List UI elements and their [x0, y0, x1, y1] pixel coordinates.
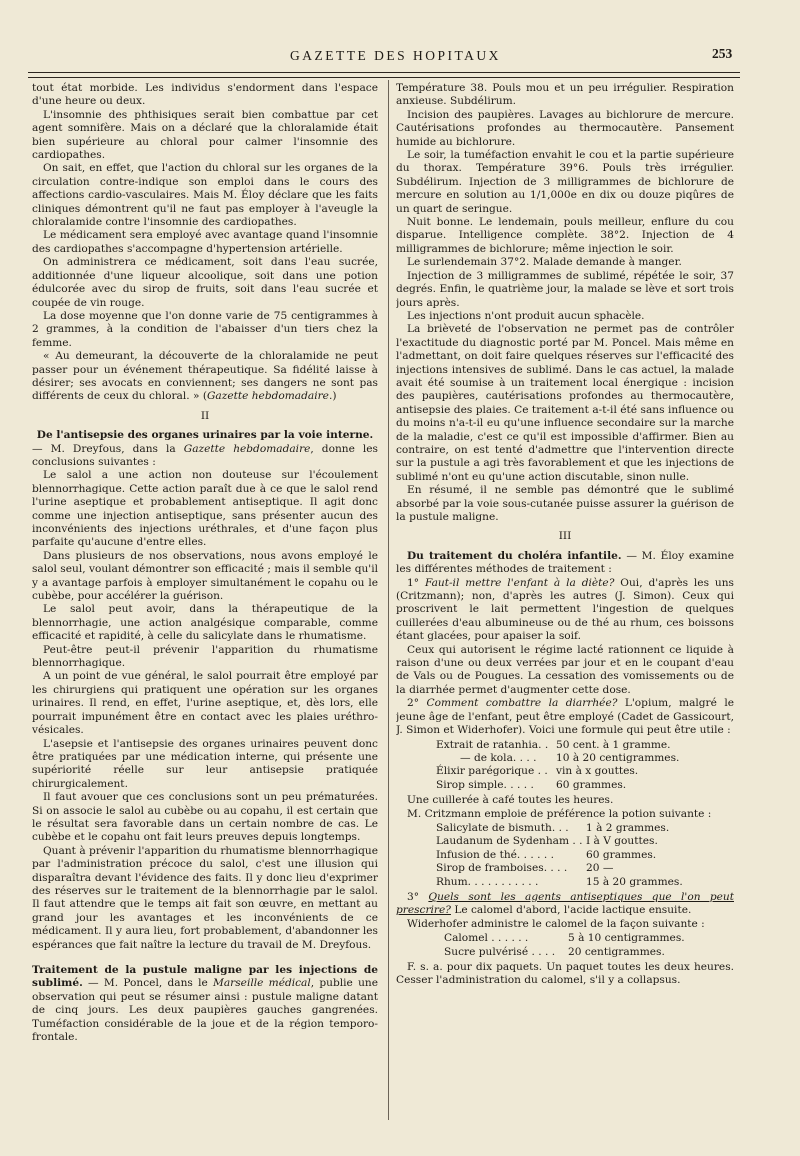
question-text: Comment combattre la diarrhée?	[426, 697, 618, 710]
header-rule	[28, 72, 740, 73]
paragraph: L'asepsie et l'antisepsie des organes urinaires peuvent donc être pratiquées par une médication interne, qui présente une supériorité réelle sur leur antisepsie pratiquée chirurgicalement.	[32, 737, 378, 790]
paragraph: Le salol a une action non douteuse sur l'écoulement blennorrhagique. Cette action paraît due à ce que le salol rend l'urine aseptique et probablement antiseptique. Il agit donc comme une injection antiseptique, sans présenter aucun des inconvénients des injections uréthrales, et d'une façon plus parfaite qu'aucune d'entre elles.	[32, 469, 378, 549]
text-run: Le calomel d'abord, l'acide lactique ensuite.	[450, 904, 692, 917]
formula-row	[436, 862, 734, 875]
question-number: 3°	[407, 890, 429, 903]
question-text: Faut-il mettre l'enfant à la diète?	[424, 576, 615, 589]
section-number: III	[558, 530, 572, 543]
formula-row	[436, 765, 734, 778]
question-paragraph	[396, 891, 734, 918]
paragraph: Il faut avouer que ces conclusions sont un peu prématurées. Si on associe le salol au cubèbe ou au copahu, il est certain que le résultat sera favorable dans un certain nombre de cas. Le cubèbe et le copahu ont fait leurs preuves depuis longtemps.	[32, 791, 378, 844]
paragraph: Peut-être peut-il prévenir l'apparition du rhumatisme blennorrhagique.	[32, 643, 378, 670]
paragraph: L'insomnie des phthisiques serait bien combattue par cet agent somnifère. Mais on a déclaré que la chloralamide était bien supérieure au chloral pour calmer l'insomnie des cardiopathes.	[32, 108, 378, 162]
ingredient: Laudanum de Sydenham . .	[436, 835, 583, 848]
text-run: Oui, d'après les uns (Critzmann); non, d'après les autres (J. Simon). Ceux qui proscrivent le lait permettent l'ingestion de quelques cuillerées d'eau albumineuse ou de thé au rhum, ces boissons étant glacées, pour apaiser la soif.	[396, 576, 734, 643]
paragraph: Dans plusieurs de nos observations, nous avons employé le salol seul, voulant démontrer son efficacité ; mais il semble qu'il y a avantage parfois à employer simultanément le copahu ou le cubèbe, pour accélérer la guérison.	[32, 549, 378, 603]
formula-row	[436, 822, 734, 835]
paragraph: La brièveté de l'observation ne permet pas de contrôler l'exactitude du diagnostic porté par M. Poncel. Mais même en l'admettant, on doit faire quelques réserves sur l'efficacité des injections intensives de sublimé. Dans le cas actuel, la malade avait été soumise à un traitement local énergique : incision des paupières, cautérisations profondes au thermocautère, antisepsie des plaies. Ce traitement a-t-il été sans influence ou du moins n'a-t-il eu qu'une influence secondaire sur la marche de la maladie, c'est ce qu'il est impossible d'affirmer. Bien au contraire, on est tenté d'admettre que l'intervention directe sur la pustule a agi très favorablement et que les injections de sublimé n'ont eu qu'une action discutable, sinon nulle.	[396, 323, 734, 483]
paragraph: Incision des paupières. Lavages au bichlorure de mercure. Cautérisations profondes au thermocautère. Pansement humide au bichlorure.	[396, 108, 734, 148]
paragraph	[32, 443, 378, 470]
paragraph: Quant à prévenir l'apparition du rhumatisme blennorrhagique par l'administration précoce du salol, c'est une illusion qui disparaîtra devant l'évidence des faits. Il y donc lieu d'exprimer des réserves sur le traitement de la blennorrhagie par le salol. Il faut attendre que le temps ait fait son œuvre, en mettant au grand jour les avantages et les inconvénients de ce médicament. Il y aura lieu, fort probablement, d'abandonner les espérances que fait naître la lecture du travail de M. Dreyfous.	[32, 844, 378, 951]
paragraph: Le salol peut avoir, dans la thérapeutique de la blennorrhagie, une action analgésique comparable, comme efficacité et rapidité, à celle du salicylate dans le rhumatisme.	[32, 603, 378, 643]
header-rule-double	[28, 77, 740, 78]
question-paragraph	[396, 697, 734, 737]
paragraph: En résumé, il ne semble pas démontré que le sublimé absorbé par la voie sous-cutanée puisse assurer la guérison de la pustule maligne.	[396, 484, 734, 523]
article-paragraph	[32, 964, 378, 1044]
question-paragraph	[396, 577, 734, 644]
dose: 60 grammes.	[556, 778, 627, 791]
source-citation: Gazette hebdomadaire	[183, 442, 311, 455]
text-run: , donne les conclusions suivantes :	[32, 442, 378, 468]
dose: 10 à 20 centigrammes.	[556, 751, 680, 764]
left-column	[32, 82, 378, 1122]
article-title-text: De l'antisepsie des organes urinaires par la voie interne.	[36, 429, 374, 442]
quote-paragraph	[32, 350, 378, 404]
prescription-formula	[436, 822, 734, 889]
paragraph: F. s. a. pour dix paquets. Un paquet toutes les deux heures. Cesser l'administration du calomel, s'il y a collapsus.	[396, 961, 734, 987]
dose: 50 cent. à 1 gramme.	[556, 738, 671, 751]
section-number: II	[200, 409, 210, 422]
page-number: 253	[712, 46, 733, 61]
paragraph: tout état morbide. Les individus s'endorment dans l'espace d'une heure ou deux.	[32, 82, 378, 108]
paragraph: A un point de vue général, le salol pourrait être employé par les chirurgiens qui pratiquent une opération sur les organes urinaires. Il rend, en effet, l'urine aseptique, et, dès lors, elle pourrait impunément être en contact avec les plaies uréthro-vésicales.	[32, 670, 378, 737]
formula-row	[436, 946, 734, 959]
prescription-formula	[436, 932, 734, 959]
formula-row	[436, 835, 734, 848]
column-divider	[388, 80, 389, 1120]
paragraph: Le médicament sera employé avec avantage quand l'insomnie des cardiopathes s'accompagne d'hypertension artérielle.	[32, 229, 378, 255]
ingredient: Extrait de ratanhia. .	[436, 738, 549, 751]
paragraph: Nuit bonne. Le lendemain, pouls meilleur, enflure du cou disparue. Intelligence complète. 38°2. Injection de 4 milligrammes de bichlorure; même injection le soir.	[396, 216, 734, 255]
text-run: — M. Éloy examine les différentes méthodes de traitement :	[396, 549, 734, 576]
formula-row	[436, 849, 734, 862]
article-paragraph	[396, 550, 734, 577]
paragraph: Injection de 3 milligrammes de sublimé, répétée le soir, 37 degrés. Enfin, le quatrième jour, la malade se lève et sort trois jours après.	[396, 269, 734, 309]
text-run: L'opium, malgré le jeune âge de l'enfant, peut être employé (Cadet de Gassicourt, J. Simon et Widerhofer). Voici une formule qui peut être utile :	[396, 697, 734, 737]
formula-row	[436, 932, 734, 945]
source-citation: Marseille médical	[213, 977, 311, 990]
question-number: 2°	[407, 697, 427, 710]
paragraph: La dose moyenne que l'on donne varie de 75 centigrammes à 2 grammes, à la condition de l'abaisser d'un tiers chez la femme.	[32, 309, 378, 349]
dose: 20 —	[586, 862, 614, 875]
quote-close: )	[332, 390, 337, 403]
ingredient: Infusion de thé. . . . . .	[436, 848, 554, 861]
ingredient: Sirop de framboises. . . .	[436, 862, 568, 875]
paragraph: Les injections n'ont produit aucun sphacèle.	[407, 309, 645, 322]
ingredient: Salicylate de bismuth. . .	[436, 821, 569, 834]
page-header	[0, 44, 800, 74]
article-title-text: Du traitement du choléra infantile.	[407, 549, 622, 562]
question-text: Quels sont les agents antiseptiques que l'on peut prescrire?	[396, 890, 734, 917]
text-run: — M. Poncel, dans le	[82, 977, 214, 990]
dose: 5 à 10 centigrammes.	[568, 932, 685, 945]
dose: 20 centigrammes.	[568, 945, 665, 958]
paragraph: On sait, en effet, que l'action du chloral sur les organes de la circulation contre-indique son emploi dans le cours des affections cardio-vasculaires. Mais M. Éloy déclare que les faits cliniques démontrent qu'il ne faut pas employer à l'aveugle la chloralamide contre l'insomnie des cardiopathes.	[32, 162, 378, 229]
question-number: 1°	[407, 576, 425, 589]
ingredient: Sucre pulvérisé . . . .	[444, 945, 556, 958]
dose: 15 à 20 grammes.	[586, 875, 683, 888]
text-run: , publie une observation qui peut se résumer ainsi : pustule maligne datant de cinq jours. Les deux paupières gauches gangrenées. Tuméfaction considérable de la joue et de la région temporo-frontale.	[32, 977, 378, 1044]
ingredient: Sirop simple. . . . .	[436, 778, 534, 791]
formula-row	[436, 752, 734, 765]
text-run: — M. Dreyfous, dans la	[32, 442, 184, 455]
source-citation: Gazette hebdomadaire.	[206, 390, 333, 403]
quote-text: « Au demeurant, la découverte de la chloralamide ne peut passer pour un événement thérapeutique. Sa fidélité laisse à désirer; ses avocats en conviennent; ses dangers ne sont pas différents de ceux du chloral. » (	[32, 350, 378, 403]
article-title	[32, 429, 378, 442]
article-title-text: Traitement de la pustule maligne par les injections de sublimé.	[32, 964, 378, 990]
dose: 60 grammes.	[586, 848, 657, 861]
dose: 1 à 2 grammes.	[586, 821, 670, 834]
ingredient: Élixir parégorique . .	[436, 765, 548, 778]
paragraph: Une cuillerée à café toutes les heures.	[407, 794, 614, 807]
ingredient: Calomel . . . . . .	[444, 932, 529, 945]
formula-row	[436, 739, 734, 752]
dose: I à V gouttes.	[586, 835, 658, 848]
paragraph: Température 38. Pouls mou et un peu irrégulier. Respiration anxieuse. Subdélirum.	[396, 82, 734, 108]
paragraph: Widerhofer administre le calomel de la façon suivante :	[407, 917, 705, 930]
paragraph: Ceux qui autorisent le régime lacté rationnent ce liquide à raison d'une ou deux verrées par jour et en le coupant d'eau de Vals ou de Pougues. La cessation des vomissements ou de la diarrhée permet d'augmenter cette dose.	[396, 643, 734, 696]
paragraph: Le soir, la tuméfaction envahit le cou et la partie supérieure du thorax. Température 39°6. Pouls très irrégulier. Subdélirum. Injection de 3 milligrammes de bichlorure de mercure en solution au 1/1,000e en dix ou douze piqûres de un quart de seringue.	[396, 149, 734, 215]
ingredient: — de kola. . . .	[460, 751, 537, 764]
paragraph: Le surlendemain 37°2. Malade demande à manger.	[407, 256, 682, 269]
dose: vin à x gouttes.	[556, 765, 639, 778]
running-title: GAZETTE DES HOPITAUX	[290, 48, 501, 63]
paragraph: M. Critzmann emploie de préférence la potion suivante :	[407, 807, 712, 820]
ingredient: Rhum. . . . . . . . . . .	[436, 875, 539, 888]
paragraph: On administrera ce médicament, soit dans l'eau sucrée, additionnée d'une liqueur alcoolique, soit dans une potion édulcorée avec du sirop de fruits, soit dans l'eau sucrée et coupée de vin rouge.	[32, 256, 378, 309]
right-column	[396, 82, 734, 1122]
formula-row	[436, 876, 734, 889]
prescription-formula	[436, 739, 734, 793]
formula-row	[436, 779, 734, 792]
